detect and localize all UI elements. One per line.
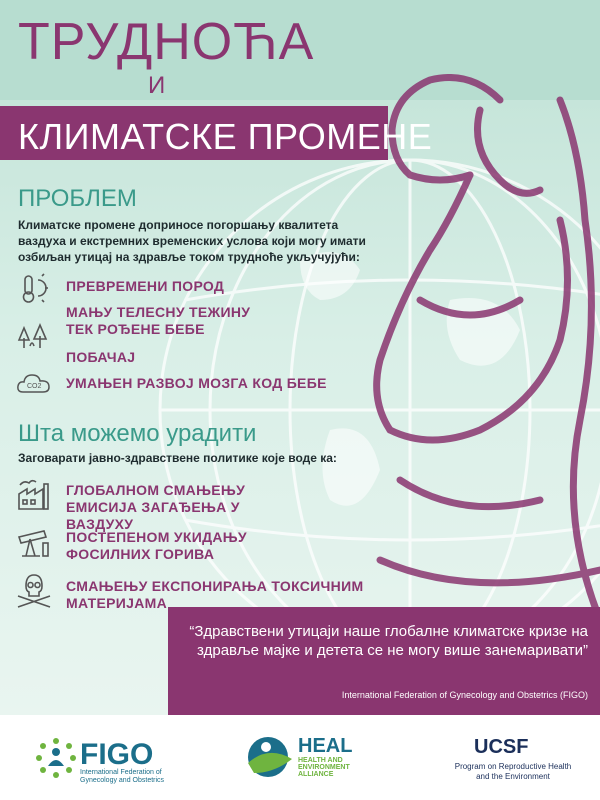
- problem-intro: Климатске промене доприносе погоршању квалитета ваздуха и екстремних временских услова који могу имати озбиљан утицај на здравље током трудноће укључујући:: [18, 218, 366, 264]
- thermometer-sun-icon: [16, 272, 50, 306]
- svg-text:CO2: CO2: [27, 383, 42, 390]
- problem-item-brain-development: УМАЊЕН РАЗВОЈ МОЗГА КОД БЕБЕ: [66, 375, 327, 391]
- factory-icon: [16, 476, 52, 512]
- quote-text: “Здравствени утицаји наше глобалне климатске кризе на здравље мајке и детета се не могу више занемаривати”: [189, 623, 588, 659]
- solution-item-emissions: ГЛОБАЛНОМ СМАЊЕЊУ ЕМИСИЈА ЗАГАЂЕЊА У ВАЗДУХУ: [66, 482, 246, 532]
- problem-item-miscarriage: ПОБАЧАЈ: [66, 349, 136, 365]
- heal-logo-text: HEAL: [298, 735, 353, 757]
- title-banner-text: КЛИМАТСКЕ ПРОМЕНЕ: [18, 116, 433, 157]
- page-title: ТРУДНОЋА: [18, 13, 315, 71]
- solutions-heading: Шта можемо урадити: [18, 420, 257, 447]
- figo-logo-subtitle: International Federation of Gynecology and Obstetrics: [80, 769, 165, 784]
- co2-cloud-icon: [16, 370, 52, 396]
- skull-crossbones-icon: [14, 570, 54, 610]
- figo-logo-text: FIGO: [80, 738, 154, 771]
- heal-logo-subtitle: HEALTH AND ENVIRONMENT ALLIANCE: [298, 757, 350, 778]
- oil-pump-icon: [16, 525, 52, 559]
- figo-logo-icon: [34, 736, 78, 780]
- solution-item-toxic-exposure: СМАЊЕЊУ ЕКСПОНИРАЊА ТОКСИЧНИМ МАТЕРИЈАМА: [66, 578, 364, 611]
- solutions-intro: Заговарати јавно-здравствене политике које воде ка:: [18, 451, 337, 465]
- title-conjunction: И: [148, 72, 166, 99]
- solution-item-fossil-fuels: ПОСТЕПЕНОМ УКИДАЊУ ФОСИЛНИХ ГОРИВА: [66, 529, 247, 562]
- problem-item-preterm: ПРЕВРЕМЕНИ ПОРОД: [66, 278, 225, 294]
- burning-trees-icon: [16, 318, 50, 352]
- ucsf-logo-subtitle: Program on Reproductive Health and the Environment: [454, 762, 572, 781]
- ucsf-logo-text: UCSF: [474, 736, 529, 758]
- problem-heading: ПРОБЛЕМ: [18, 185, 137, 212]
- problem-item-low-birth-weight: МАЊУ ТЕЛЕСНУ ТЕЖИНУ ТЕК РОЂЕНЕ БЕБЕ: [66, 304, 251, 337]
- quote-source: International Federation of Gynecology and Obstetrics (FIGO): [341, 690, 588, 700]
- heal-logo-icon: [244, 733, 296, 781]
